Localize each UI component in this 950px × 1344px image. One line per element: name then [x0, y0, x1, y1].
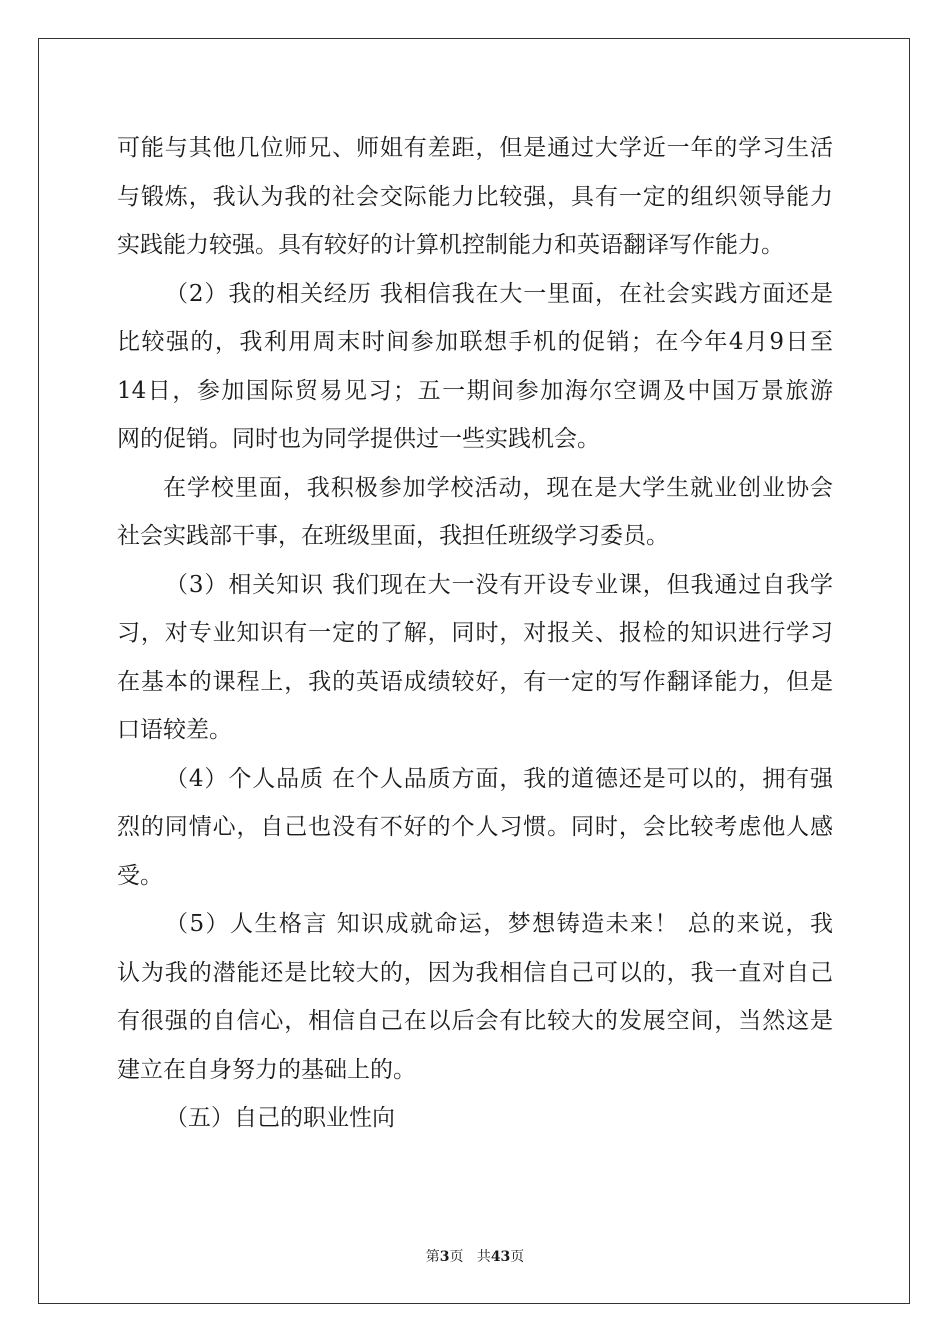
text-line: （3）相关知识 我们现在大一没有开设专业课，但我通过自我学 [165, 571, 833, 598]
footer-page-unit: 页 [449, 1249, 464, 1265]
document-body [117, 124, 833, 1143]
footer-prefix: 第 [425, 1249, 440, 1265]
text-line: 口语较差。 [117, 717, 232, 743]
text-line: （4）个人品质 在个人品质方面，我的道德还是可以的，拥有强 [165, 765, 833, 792]
text-line: 在基本的课程上，我的英语成绩较好，有一定的写作翻译能力，但是 [117, 668, 833, 695]
footer-total-prefix: 共 [476, 1249, 491, 1265]
text-line: 受。 [117, 862, 163, 889]
text-line: 在学校里面，我积极参加学校活动，现在是大学生就业创业协会 [163, 474, 833, 501]
text-line: 实践能力较强。具有较好的计算机控制能力和英语翻译写作能力。 [117, 232, 784, 258]
text-line: 与锻炼，我认为我的社会交际能力比较强，具有一定的组织领导能力 [117, 183, 833, 210]
text-line: 14日，参加国际贸易见习；五一期间参加海尔空调及中国万景旅游 [117, 377, 833, 404]
text-line: 社会实践部干事，在班级里面，我担任班级学习委员。 [117, 523, 669, 549]
total-page-count: 43 [490, 1249, 511, 1265]
text-line: 可能与其他几位师兄、师姐有差距，但是通过大学近一年的学习生活 [117, 135, 833, 161]
footer-total-unit: 页 [510, 1249, 525, 1265]
page-footer [0, 1246, 950, 1266]
text-line: （5）人生格言 知识成就命运，梦想铸造未来！ 总的来说，我 [165, 911, 833, 937]
section-heading: （五）自己的职业性向 [165, 1105, 395, 1131]
text-line: 认为我的潜能还是比较大的，因为我相信自己可以的，我一直对自己 [117, 959, 833, 986]
current-page-number: 3 [439, 1249, 450, 1265]
text-line: 有很强的自信心，相信自己在以后会有比较大的发展空间，当然这是 [117, 1008, 833, 1034]
text-line: 比较强的，我利用周末时间参加联想手机的促销；在今年4月9日至 [117, 329, 833, 355]
text-line: 烈的同情心，自己也没有不好的个人习惯。同时，会比较考虑他人感 [117, 814, 833, 840]
text-line: （2）我的相关经历 我相信我在大一里面，在社会实践方面还是 [165, 280, 833, 307]
text-line: 网的促销。同时也为同学提供过一些实践机会。 [117, 426, 600, 452]
text-line: 习，对专业知识有一定的了解，同时，对报关、报检的知识进行学习 [117, 620, 833, 646]
text-line: 建立在自身努力的基础上的。 [117, 1056, 416, 1083]
